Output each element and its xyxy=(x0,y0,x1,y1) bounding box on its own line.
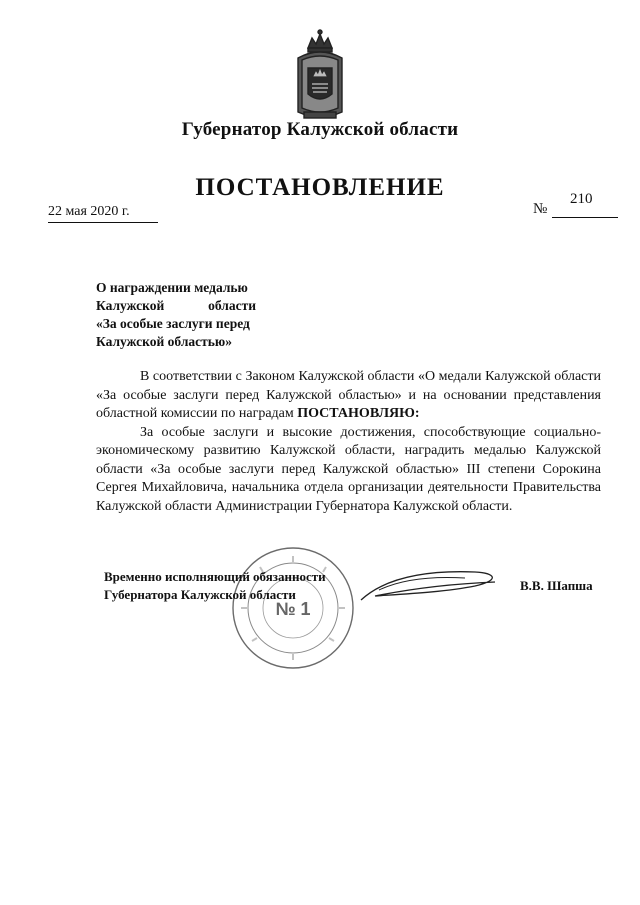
signatory-name: В.В. Шапша xyxy=(520,578,593,593)
issuing-authority: Губернатор Калужской области xyxy=(181,119,459,140)
official-stamp xyxy=(230,545,356,671)
subject-line-1: О награждении медалью xyxy=(96,280,248,295)
stamp-number: № 1 xyxy=(275,599,311,619)
resolution-word: ПОСТАНОВЛЯЮ: xyxy=(297,406,420,421)
subject-line-4: Калужской областью» xyxy=(96,334,232,349)
number-underline xyxy=(552,217,618,218)
paragraph-1-text: В соответствии с Законом Калужской области «О медали Калужской области «За особые заслуги перед Калужской областью» и на основании представления областной комиссии по наградам xyxy=(96,369,601,421)
document-type-title: ПОСТАНОВЛЕНИЕ xyxy=(195,174,445,201)
number-sign: № xyxy=(533,201,548,217)
coat-of-arms-emblem xyxy=(292,28,348,124)
body-paragraph-1 xyxy=(96,368,601,424)
signatory-position xyxy=(104,568,364,604)
signatory-position-line-1: Временно исполняющий обязанности xyxy=(104,569,326,584)
document-subject xyxy=(96,279,256,351)
handwritten-signature xyxy=(355,560,505,610)
subject-line-3: «За особые заслуги перед xyxy=(96,316,250,331)
subject-line-2-word-1: Калужской xyxy=(96,298,165,313)
subject-line-2 xyxy=(96,297,256,315)
subject-line-2-word-2: области xyxy=(208,298,256,313)
body-paragraph-2: За особые заслуги и высокие достижения, способствующие социально-экономическому развитию Калужской области, наградить медалью Калужской области «За особые заслуги перед Калужской областью» III степени Сорокина Сергея Михайловича, начальника отдела организации деятельности Правительства Калужской области Администрации Губернатора Калужской области. xyxy=(96,424,601,514)
document-number: 210 xyxy=(570,191,593,207)
signatory-position-line-2: Губернатора Калужской области xyxy=(104,587,296,602)
document-date: 22 мая 2020 г. xyxy=(48,204,158,223)
document-body xyxy=(96,368,601,516)
